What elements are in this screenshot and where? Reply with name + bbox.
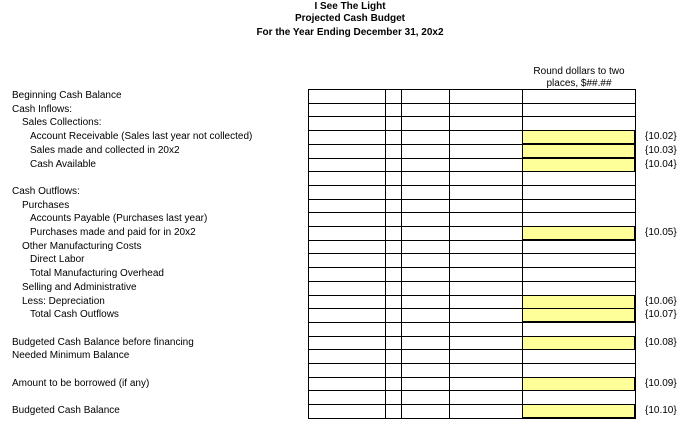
answer-input-cell[interactable] (522, 144, 635, 158)
answer-code: {10.06} (645, 296, 677, 307)
grid-column-line (385, 89, 386, 418)
row-label: Cash Available (30, 159, 96, 170)
row-label: Account Receivable (Sales last year not collected) (30, 131, 253, 142)
answer-input-cell[interactable] (522, 404, 635, 418)
grid-row-line (308, 103, 636, 104)
row-label: Less: Depreciation (22, 296, 105, 307)
row-label: Amount to be borrowed (if any) (12, 378, 150, 389)
grid-row-line (308, 240, 636, 241)
answer-code: {10.05} (645, 227, 677, 238)
answer-code: {10.04} (645, 159, 677, 170)
row-label: Accounts Payable (Purchases last year) (30, 213, 208, 224)
answer-input-cell[interactable] (522, 130, 635, 144)
grid-row-line (308, 267, 636, 268)
row-label: Budgeted Cash Balance (12, 405, 120, 416)
row-label: Direct Labor (30, 254, 85, 265)
answer-code: {10.08} (645, 337, 677, 348)
row-label: Beginning Cash Balance (12, 90, 122, 101)
company-name: I See The Light (314, 1, 386, 12)
report-title: Projected Cash Budget (294, 13, 406, 24)
row-label: Sales Collections: (22, 117, 102, 128)
answer-input-cell[interactable] (522, 308, 635, 322)
grid-row-line (308, 212, 636, 213)
grid-column-line (449, 89, 450, 418)
grid-row-line (308, 322, 636, 323)
answer-code: {10.02} (645, 131, 677, 142)
grid-row-line (308, 185, 636, 186)
answer-code: {10.09} (645, 378, 677, 389)
grid-column-line (401, 89, 402, 418)
row-label: Cash Outflows: (12, 186, 80, 197)
row-label: Sales made and collected in 20x2 (30, 145, 180, 156)
row-label: Cash Inflows: (12, 104, 73, 115)
answer-input-cell[interactable] (522, 295, 635, 309)
grid-row-line (308, 418, 636, 419)
row-label: Purchases made and paid for in 20x2 (30, 227, 196, 238)
row-label: Total Manufacturing Overhead (30, 268, 164, 279)
grid-row-line (308, 253, 636, 254)
answer-input-cell[interactable] (522, 226, 635, 240)
row-label: Purchases (22, 200, 70, 211)
grid-column-line (308, 89, 309, 418)
row-label: Other Manufacturing Costs (22, 241, 142, 252)
answer-input-cell[interactable] (522, 377, 635, 391)
grid-row-line (308, 363, 636, 364)
row-label: Budgeted Cash Balance before financing (12, 337, 194, 348)
row-label: Total Cash Outflows (30, 309, 119, 320)
row-label: Needed Minimum Balance (12, 350, 130, 361)
answer-input-cell[interactable] (522, 158, 635, 172)
grid-row-line (308, 89, 636, 90)
grid-row-line (308, 281, 636, 282)
answer-code: {10.03} (645, 145, 677, 156)
report-period: For the Year Ending December 31, 20x2 (256, 27, 444, 38)
grid-row-line (308, 199, 636, 200)
answer-code: {10.10} (645, 405, 677, 416)
rounding-note: Round dollars to two places, $##.## (533, 66, 625, 89)
grid-row-line (308, 116, 636, 117)
answer-code: {10.07} (645, 309, 677, 320)
row-label: Selling and Administrative (22, 282, 137, 293)
grid-column-line (635, 89, 636, 418)
answer-input-cell[interactable] (522, 336, 635, 350)
